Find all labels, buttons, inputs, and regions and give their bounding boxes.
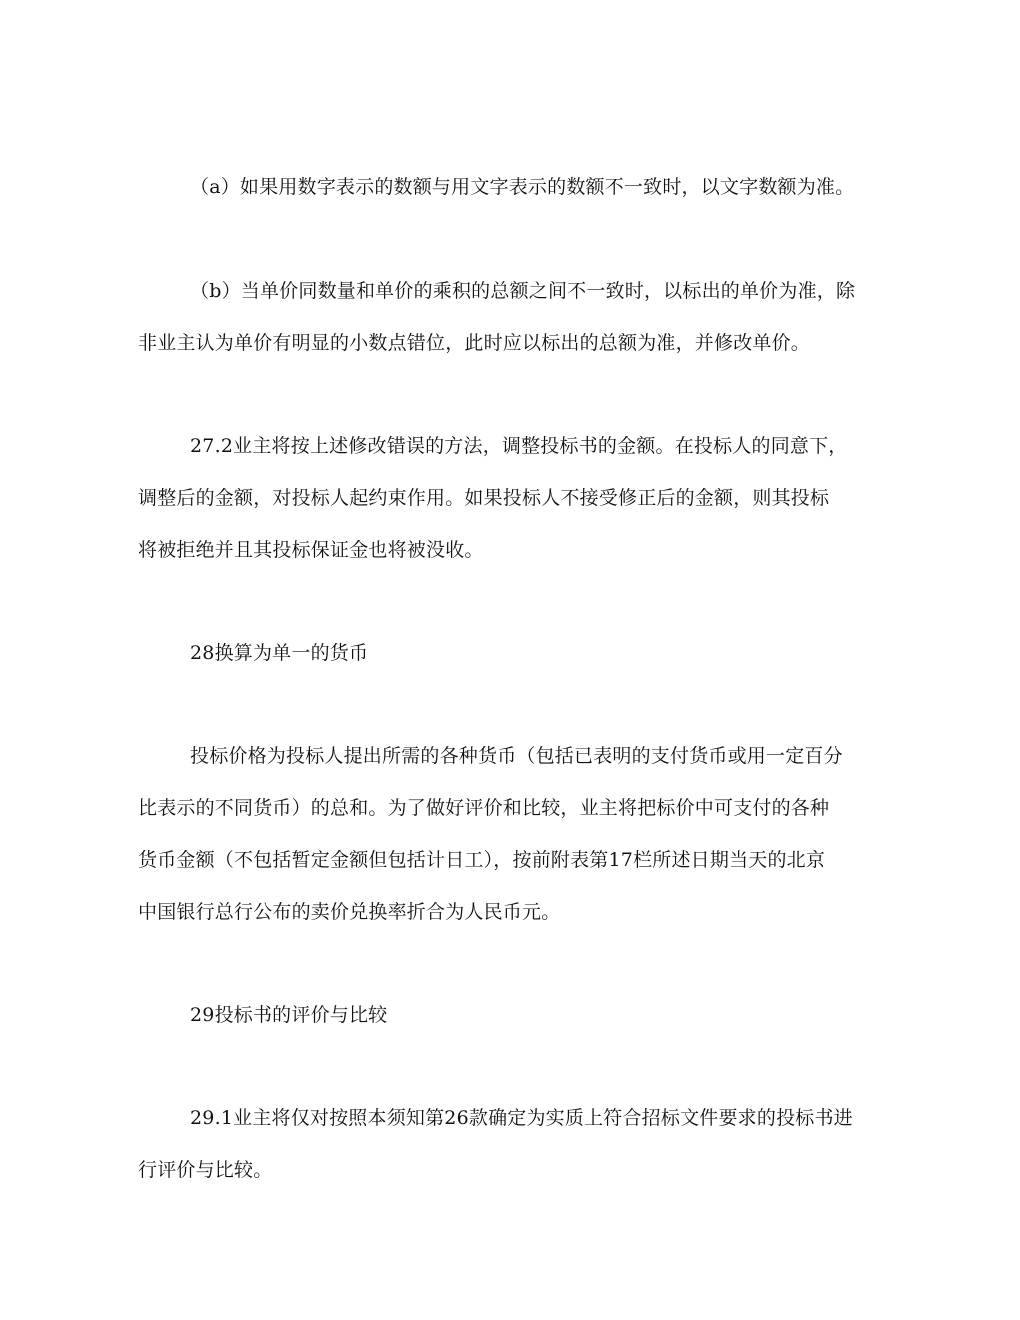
- section-29-heading: 29投标书的评价与比较: [190, 1004, 388, 1026]
- paragraph-27-2-line-1: 27.2业主将按上述修改错误的方法，调整投标书的金额。在投标人的同意下，: [190, 435, 848, 457]
- paragraph-a-line-1: （a）如果用数字表示的数额与用文字表示的数额不一致时，以文字数额为准。: [190, 176, 855, 198]
- paragraph-28-line-3: 货币金额（不包括暂定金额但包括计日工），按前附表第17栏所述日期当天的北京: [138, 849, 826, 871]
- paragraph-29-1-line-1: 29.1业主将仅对按照本须知第26款确定为实质上符合招标文件要求的投标书进: [190, 1107, 853, 1129]
- section-28-heading: 28换算为单一的货币: [190, 642, 369, 664]
- paragraph-27-2-line-3: 将被拒绝并且其投标保证金也将被没收。: [138, 539, 484, 561]
- paragraph-b-line-2: 非业主认为单价有明显的小数点错位，此时应以标出的总额为准，并修改单价。: [138, 332, 811, 354]
- paragraph-27-2-line-2: 调整后的金额，对投标人起约束作用。如果投标人不接受修正后的金额，则其投标: [138, 487, 830, 509]
- paragraph-28-line-4: 中国银行总行公布的卖价兑换率折合为人民币元。: [138, 901, 561, 923]
- paragraph-28-line-1: 投标价格为投标人提出所需的各种货币（包括已表明的支付货币或用一定百分: [190, 745, 843, 767]
- paragraph-28-line-2: 比表示的不同货币）的总和。为了做好评价和比较，业主将把标价中可支付的各种: [138, 797, 830, 819]
- paragraph-b-line-1: （b）当单价同数量和单价的乘积的总额之间不一致时，以标出的单价为准，除: [190, 280, 856, 302]
- paragraph-29-1-line-2: 行评价与比较。: [138, 1159, 273, 1181]
